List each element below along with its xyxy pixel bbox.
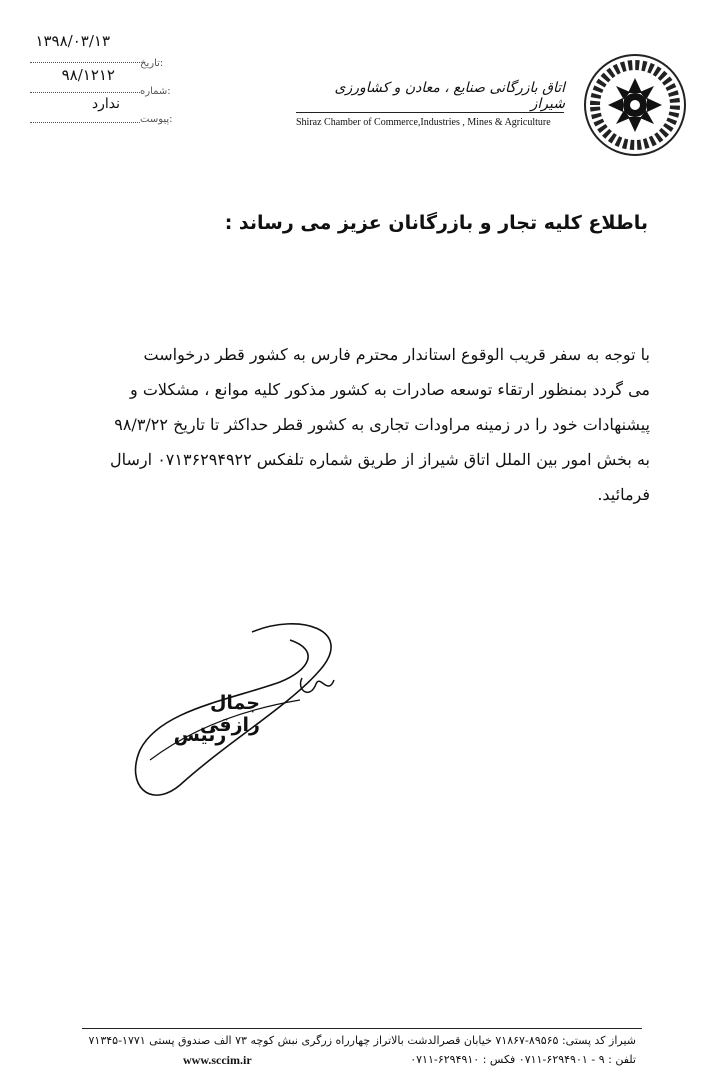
attachment-value: ندارد <box>91 96 120 112</box>
body-line-4: به بخش امور بین الملل اتاق شیراز از طریق شماره تلفکس ۰۷۱۳۶۲۹۴۹۲۲ ارسال <box>110 450 650 469</box>
body-line-3: پیشنهادات خود را در زمینه مراودات تجاری به کشور قطر حداکثر تا تاریخ ۹۸/۳/۲۲ <box>114 415 650 434</box>
footer-rule <box>82 1028 642 1029</box>
date-label: تاریخ: <box>140 58 164 69</box>
footer-website[interactable]: www.sccim.ir <box>183 1053 252 1067</box>
signatory-name: جمال رازقی <box>199 692 260 736</box>
number-line <box>30 92 140 93</box>
letterhead-name-fa: اتاق بازرگانی صنایع ، معادن و کشاورزی شیراز <box>334 80 565 112</box>
number-value: ۹۸/۱۲۱۲ <box>61 66 115 84</box>
body-line-2: می گردد بمنظور ارتقاء توسعه صادرات به کشور مذکور کلیه موانع ، مشکلات و <box>130 380 650 399</box>
attachment-line <box>30 122 140 123</box>
signatory-title: رئیس <box>173 724 227 746</box>
body-line-1: با توجه به سفر قریب الوقوع استاندار محترم فارس به کشور قطر درخواست <box>143 345 650 364</box>
number-label: شماره: <box>140 86 171 97</box>
letter-body <box>50 338 650 512</box>
letter-heading: باطلاع کلیه تجار و بازرگانان عزیز می رساند : <box>224 212 648 234</box>
date-value: ۱۳۹۸/۰۳/۱۳ <box>35 32 110 50</box>
date-line <box>30 62 140 63</box>
attachment-label: پیوست: <box>140 114 173 125</box>
footer-phone: تلفن : ۹ - ۶۲۹۴۹۰۱-۰۷۱۱ فکس : ۶۲۹۴۹۱۰-۰۷۱۱ <box>410 1053 636 1066</box>
chamber-logo-icon <box>580 50 690 160</box>
letterhead-name-en: Shiraz Chamber of Commerce,Industries , Mines & Agriculture <box>296 117 551 128</box>
footer-address: شیراز کد پستی: ۸۹۵۶۵-۷۱۸۶۷ خیابان قصرالدشت بالاتراز چهارراه زرگری نبش کوچه ۷۳ الف صندوق پستی ۱۷۷۱-۷۱۳۴۵ <box>88 1034 636 1047</box>
letterhead-rule <box>296 112 564 113</box>
body-line-5: فرمائید. <box>597 485 650 504</box>
